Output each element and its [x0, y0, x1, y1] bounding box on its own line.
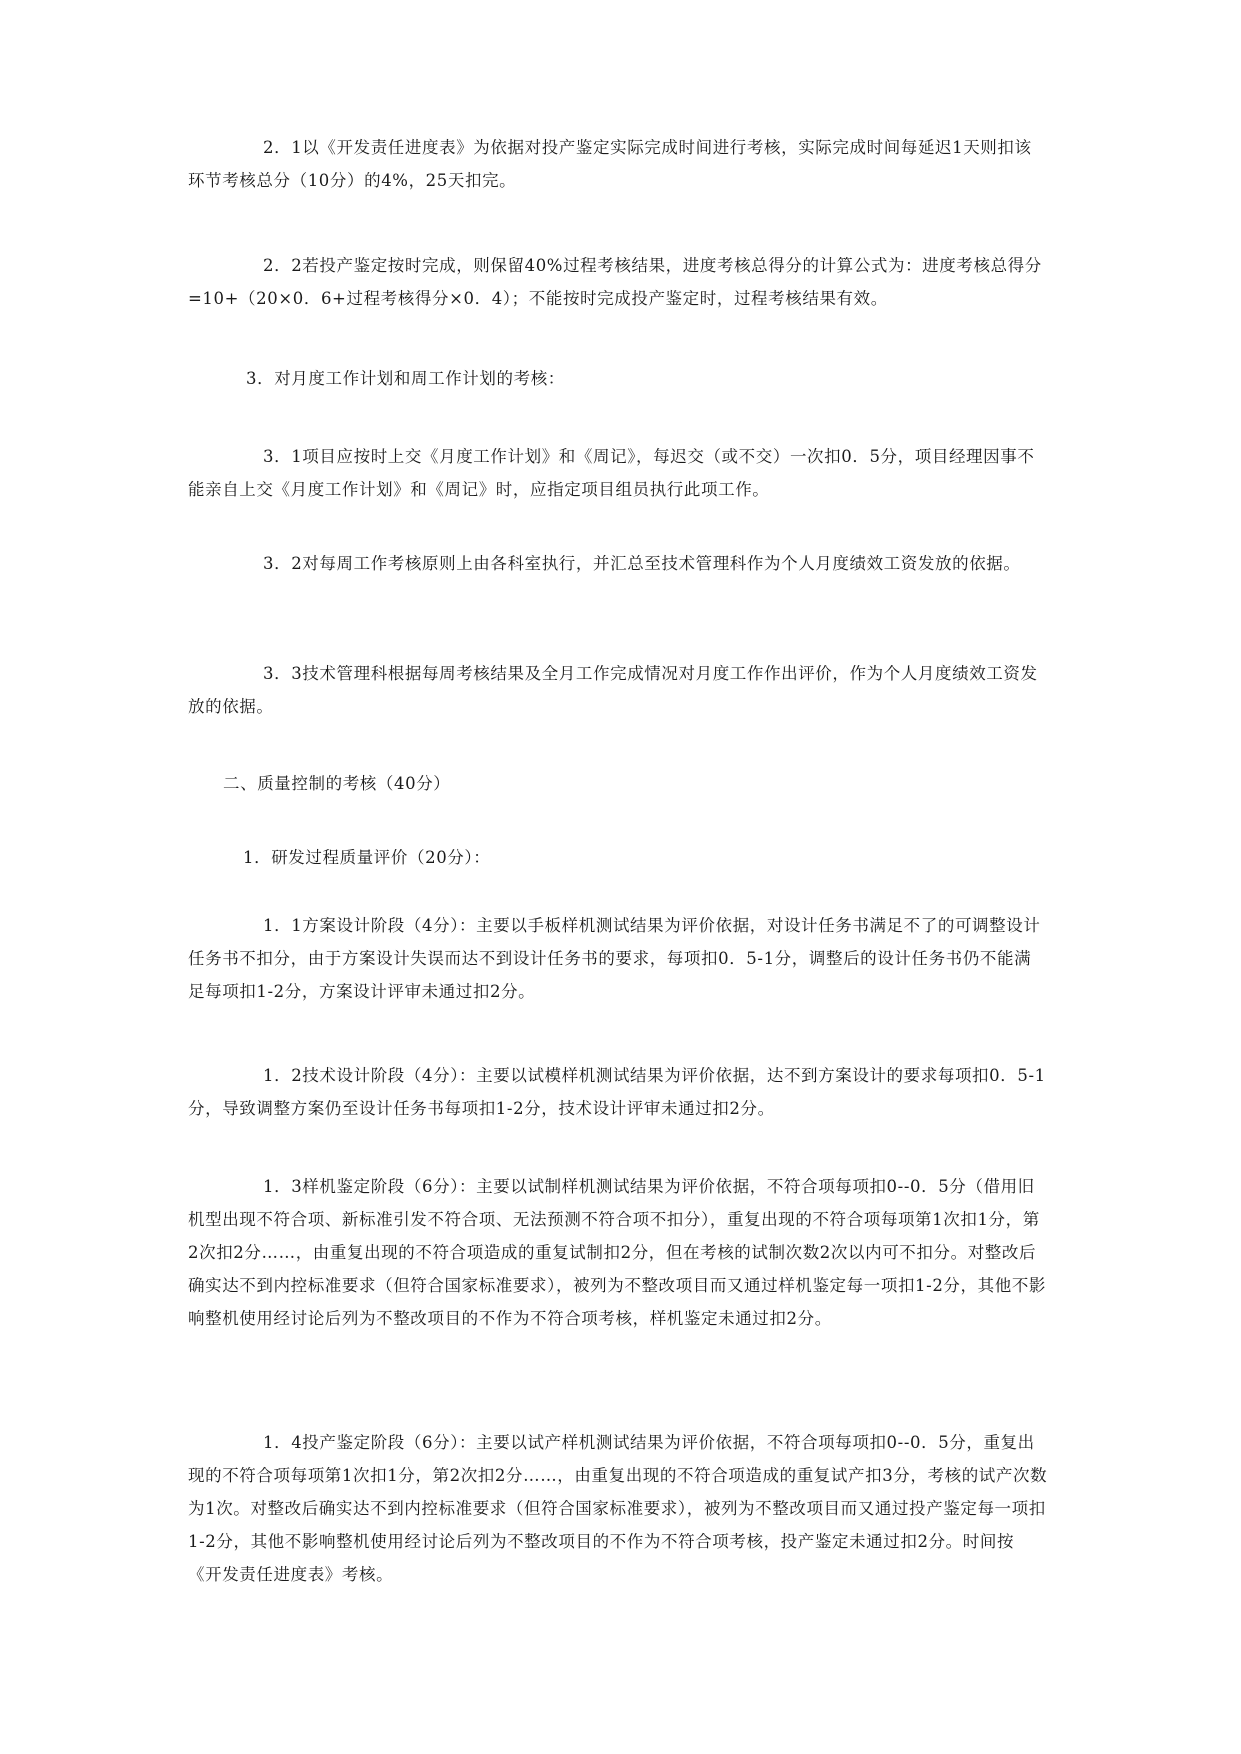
- paragraph-3-3: [188, 657, 1048, 723]
- section-heading: 3．对月度工作计划和周工作计划的考核：: [246, 369, 565, 388]
- paragraph-1-1: [188, 909, 1048, 1008]
- heading-quality: [188, 767, 1048, 800]
- paragraph-2-1: [188, 131, 1048, 197]
- section-heading: 二、质量控制的考核（40分）: [223, 774, 451, 793]
- paragraph-text: 1．3样机鉴定阶段（6分）：主要以试制样机测试结果为评价依据，不符合项每项扣0--0．5分（借用旧机型出现不符合项、新标准引发不符合项、无法预测不符合项不扣分），重复出现的不符合项每项第1次扣1分，第2次扣2分……，由重复出现的不符合项造成的重复试制扣2分，但在考核的试制次数2次以内可不扣分。对整改后确实达不到内控标准要求（但符合国家标准要求），被列为不整改项目而又通过样机鉴定每一项扣1-2分，其他不影响整机使用经讨论后列为不整改项目的不作为不符合项考核，样机鉴定未通过扣2分。: [188, 1177, 1047, 1328]
- paragraph-text: 2．1以《开发责任进度表》为依据对投产鉴定实际完成时间进行考核，实际完成时间每延迟1天则扣该环节考核总分（10分）的4%，25天扣完。: [188, 138, 1032, 190]
- paragraph-text: 3．3技术管理科根据每周考核结果及全月工作完成情况对月度工作作出评价，作为个人月度绩效工资发放的依据。: [188, 664, 1038, 716]
- paragraph-text: 1．1方案设计阶段（4分）：主要以手板样机测试结果为评价依据，对设计任务书满足不了的可调整设计任务书不扣分，由于方案设计失误而达不到设计任务书的要求，每项扣0．5-1分，调整后的设计任务书仍不能满足每项扣1-2分，方案设计评审未通过扣2分。: [188, 916, 1041, 1001]
- heading-1: [188, 841, 1048, 874]
- paragraph-text: 3．1项目应按时上交《月度工作计划》和《周记》，每迟交（或不交）一次扣0．5分，项目经理因事不能亲自上交《月度工作计划》和《周记》时，应指定项目组员执行此项工作。: [188, 447, 1035, 499]
- heading-3: [188, 362, 1048, 395]
- paragraph-text: 1．2技术设计阶段（4分）：主要以试模样机测试结果为评价依据，达不到方案设计的要求每项扣0．5-1分，导致调整方案仍至设计任务书每项扣1-2分，技术设计评审未通过扣2分。: [188, 1066, 1046, 1118]
- paragraph-text: 3．2对每周工作考核原则上由各科室执行，并汇总至技术管理科作为个人月度绩效工资发放的依据。: [263, 554, 1021, 573]
- paragraph-3-2: [188, 547, 1048, 580]
- paragraph-1-2: [188, 1059, 1048, 1125]
- paragraph-3-1: [188, 440, 1048, 506]
- section-heading: 1．研发过程质量评价（20分）：: [243, 848, 491, 867]
- paragraph-2-2: [188, 249, 1048, 315]
- paragraph-text: 1．4投产鉴定阶段（6分）：主要以试产样机测试结果为评价依据，不符合项每项扣0--0．5分，重复出现的不符合项每项第1次扣1分，第2次扣2分……，由重复出现的不符合项造成的重复试产扣3分，考核的试产次数为1次。对整改后确实达不到内控标准要求（但符合国家标准要求），被列为不整改项目而又通过投产鉴定每一项扣1-2分，其他不影响整机使用经讨论后列为不整改项目的不作为不符合项考核，投产鉴定未通过扣2分。时间按《开发责任进度表》考核。: [188, 1433, 1048, 1584]
- paragraph-1-3: [188, 1170, 1048, 1335]
- paragraph-text: 2．2若投产鉴定按时完成，则保留40%过程考核结果，进度考核总得分的计算公式为：进度考核总得分=10+（20×0．6+过程考核得分×0．4）；不能按时完成投产鉴定时，过程考核结果有效。: [188, 256, 1042, 308]
- paragraph-1-4: [188, 1426, 1048, 1591]
